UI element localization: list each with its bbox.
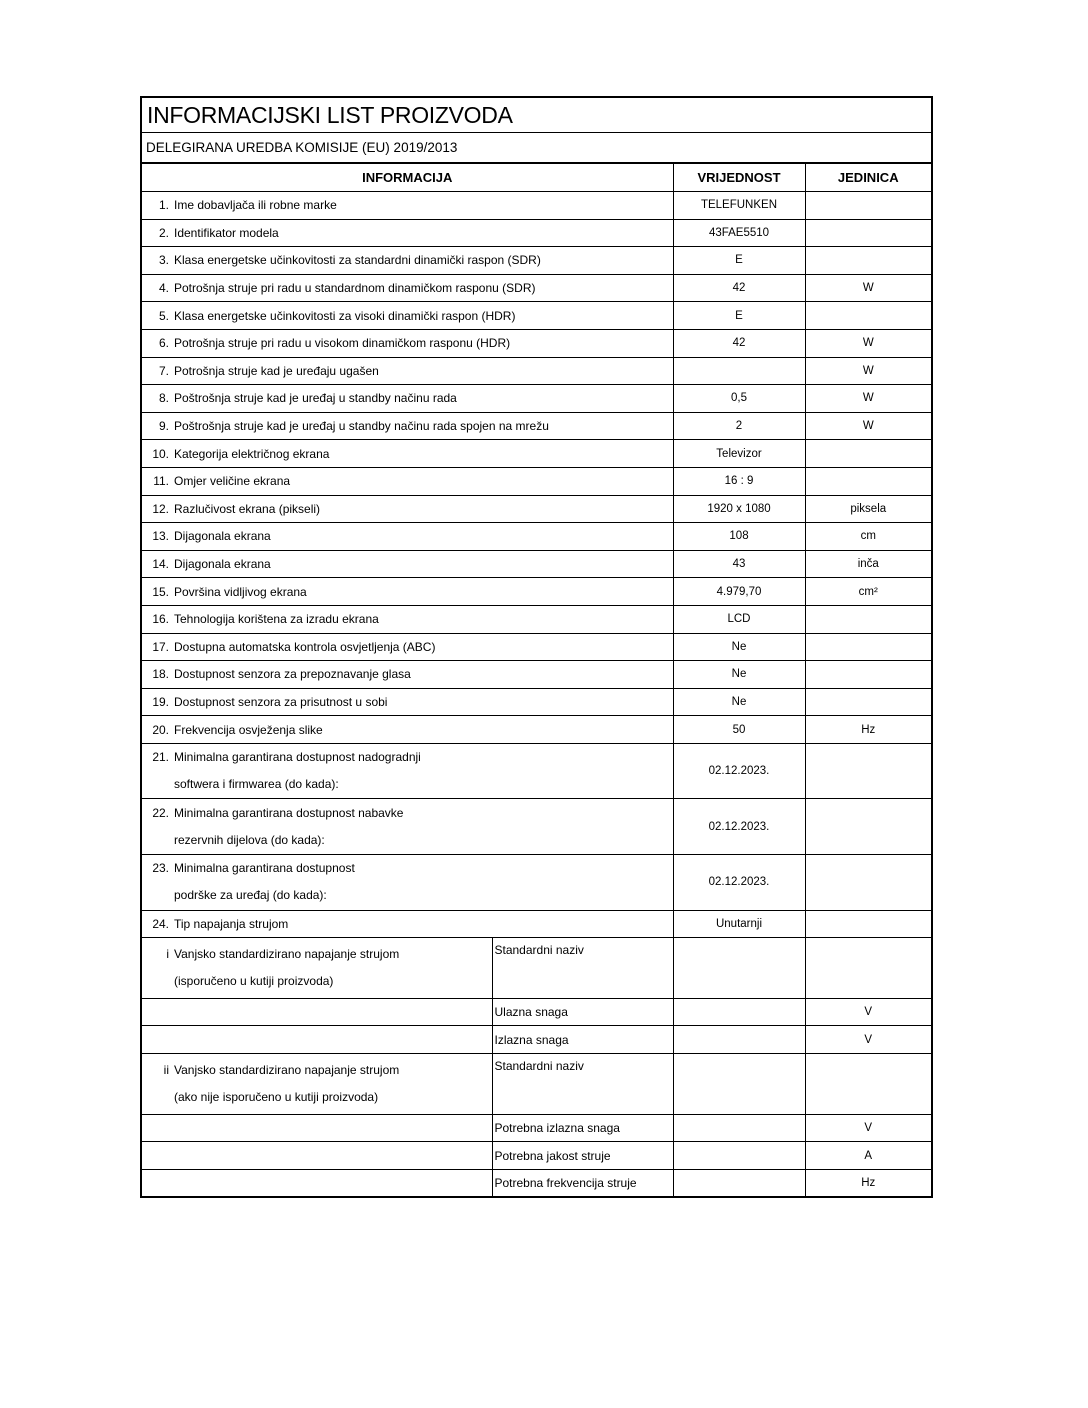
row-unit: V — [805, 1114, 931, 1142]
empty-cell — [142, 1169, 492, 1196]
row-value — [673, 1026, 805, 1054]
row-number: 7. — [158, 363, 169, 378]
row-label — [142, 358, 673, 384]
row-number: 9. — [158, 419, 169, 434]
row-number: 21. — [152, 750, 169, 765]
row-label-cell — [142, 578, 673, 606]
row-label — [142, 468, 673, 494]
table-row — [142, 633, 931, 661]
row-unit — [805, 910, 931, 938]
row-unit — [805, 633, 931, 661]
row-number: 10. — [152, 446, 169, 461]
row-number: 22. — [152, 805, 169, 820]
row-unit — [805, 219, 931, 247]
row-label-text: Minimalna garantirana dostupnost nabavke — [174, 805, 404, 820]
row-unit — [805, 1054, 931, 1115]
row-label-cell — [142, 661, 673, 689]
row-label-cell — [142, 329, 673, 357]
row-unit — [805, 688, 931, 716]
row-number: 17. — [152, 639, 169, 654]
information-table — [142, 163, 931, 1196]
row-unit: inča — [805, 550, 931, 578]
table-row — [142, 385, 931, 413]
row-value — [673, 938, 805, 999]
row-value: 4.979,70 — [673, 578, 805, 606]
table-row — [142, 523, 931, 551]
row-value — [673, 1114, 805, 1142]
row-value: 42 — [673, 274, 805, 302]
supply-label-line1 — [142, 941, 492, 968]
supply-parameter-label: Ulazna snaga — [492, 998, 673, 1026]
supply-parameter-label: Potrebna frekvencija struje — [492, 1169, 673, 1196]
supply-label-line2: (ako nije isporučeno u kutiji proizvoda) — [174, 1089, 379, 1104]
supply-label-cell — [142, 938, 492, 999]
row-number: 4. — [158, 281, 169, 296]
standard-name-label: Standardni naziv — [492, 938, 673, 999]
row-label — [142, 496, 673, 522]
row-label — [142, 192, 673, 218]
row-label — [142, 441, 673, 467]
supply-label-cell — [142, 1054, 492, 1115]
row-number: 5. — [158, 308, 169, 323]
table-row — [142, 467, 931, 495]
row-unit — [805, 192, 931, 220]
table-row — [142, 412, 931, 440]
regulation-subtitle: DELEGIRANA UREDBA KOMISIJE (EU) 2019/2013 — [142, 133, 931, 163]
row-label — [142, 275, 673, 301]
empty-cell — [142, 1114, 492, 1142]
row-value — [673, 998, 805, 1026]
row-unit: W — [805, 357, 931, 385]
supply-ii-row — [142, 1054, 931, 1115]
table-row — [142, 1169, 931, 1196]
row-label-cell — [142, 385, 673, 413]
row-label — [142, 385, 673, 411]
row-value — [673, 357, 805, 385]
row-label-line1 — [142, 744, 673, 771]
row-number: 19. — [152, 694, 169, 709]
row-label-text: Minimalna garantirana dostupnost nadogradnji — [174, 750, 421, 765]
table-row — [142, 302, 931, 330]
row-unit: V — [805, 1026, 931, 1054]
supply-number: ii — [163, 1062, 169, 1077]
row-label-text: Površina vidljivog ekrana — [174, 584, 307, 599]
table-row — [142, 219, 931, 247]
row-value: Televizor — [673, 440, 805, 468]
table-row — [142, 743, 931, 799]
row-label-text: Potrošnja struje pri radu u visokom dinamičkom rasponu (HDR) — [174, 336, 511, 351]
row-label — [142, 634, 673, 660]
row-label — [142, 606, 673, 632]
row-label-text: Omjer veličine ekrana — [174, 474, 291, 489]
row-unit — [805, 743, 931, 799]
row-number: 16. — [152, 612, 169, 627]
row-number: 6. — [158, 336, 169, 351]
row-label-text: Razlučivost ekrana (pikseli) — [174, 501, 321, 516]
supply-number: i — [166, 947, 169, 962]
table-row — [142, 1142, 931, 1170]
row-label-cell — [142, 910, 673, 938]
row-unit — [805, 938, 931, 999]
supply-parameter-label: Potrebna izlazna snaga — [492, 1114, 673, 1142]
table-row — [142, 1114, 931, 1142]
row-number: 24. — [152, 916, 169, 931]
table-row — [142, 440, 931, 468]
row-value: Ne — [673, 688, 805, 716]
row-value: Ne — [673, 661, 805, 689]
table-header-row — [142, 164, 931, 192]
row-label — [142, 551, 673, 577]
row-value: 02.12.2023. — [673, 743, 805, 799]
header-value: VRIJEDNOST — [673, 164, 805, 192]
empty-cell — [142, 998, 492, 1026]
row-label-text: Identifikator modela — [174, 225, 279, 240]
standard-name-label: Standardni naziv — [492, 1054, 673, 1115]
row-label-text: Poštrošnja struje kad je uređaj u standby načinu rada — [174, 391, 457, 406]
row-unit: W — [805, 329, 931, 357]
sheet-title: INFORMACIJSKI LIST PROIZVODA — [142, 98, 931, 133]
table-row — [142, 550, 931, 578]
row-label-cell — [142, 495, 673, 523]
row-number: 8. — [158, 391, 169, 406]
row-value: E — [673, 247, 805, 275]
empty-cell — [142, 1142, 492, 1170]
row-number: 14. — [152, 557, 169, 572]
supply-parameter-label: Izlazna snaga — [492, 1026, 673, 1054]
row-unit: V — [805, 998, 931, 1026]
row-number: 2. — [158, 225, 169, 240]
row-value: 02.12.2023. — [673, 799, 805, 855]
row-value: E — [673, 302, 805, 330]
row-label-cell — [142, 550, 673, 578]
row-label-cell — [142, 274, 673, 302]
row-value: 108 — [673, 523, 805, 551]
row-label-text: Dijagonala ekrana — [174, 529, 271, 544]
row-label-cell — [142, 633, 673, 661]
row-value — [673, 1054, 805, 1115]
table-row — [142, 247, 931, 275]
row-value: 02.12.2023. — [673, 855, 805, 911]
row-number: 15. — [152, 584, 169, 599]
row-label — [142, 303, 673, 329]
row-label-line2: softwera i firmwarea (do kada): — [174, 777, 339, 792]
row-label-cell — [142, 855, 673, 911]
row-value: 1920 x 1080 — [673, 495, 805, 523]
product-information-sheet — [140, 96, 933, 1198]
row-label — [142, 911, 673, 937]
empty-cell — [142, 1026, 492, 1054]
row-value: 43FAE5510 — [673, 219, 805, 247]
row-label-cell — [142, 716, 673, 744]
row-unit: Hz — [805, 716, 931, 744]
table-row — [142, 329, 931, 357]
row-unit — [805, 440, 931, 468]
row-value: 50 — [673, 716, 805, 744]
row-label — [142, 220, 673, 246]
table-row — [142, 495, 931, 523]
row-label — [142, 330, 673, 356]
row-number: 11. — [153, 474, 169, 489]
row-value: Ne — [673, 633, 805, 661]
row-label-cell — [142, 523, 673, 551]
row-unit: W — [805, 385, 931, 413]
row-unit — [805, 605, 931, 633]
supply-parameter-label: Potrebna jakost struje — [492, 1142, 673, 1170]
row-number: 3. — [158, 253, 169, 268]
table-row — [142, 661, 931, 689]
table-row — [142, 855, 931, 911]
row-label — [142, 413, 673, 439]
table-row — [142, 998, 931, 1026]
supply-label-text: Vanjsko standardizirano napajanje strujom — [174, 947, 400, 962]
row-label-text: Poštrošnja struje kad je uređaj u standby načinu rada spojen na mrežu — [174, 419, 549, 434]
row-unit — [805, 247, 931, 275]
supply-i-row — [142, 938, 931, 999]
table-row — [142, 1026, 931, 1054]
row-label-cell — [142, 467, 673, 495]
row-unit: cm — [805, 523, 931, 551]
row-label-text: Tehnologija korištena za izradu ekrana — [174, 612, 379, 627]
row-label-text: Klasa energetske učinkovitosti za standardni dinamički raspon (SDR) — [174, 253, 541, 268]
row-label-cell — [142, 247, 673, 275]
row-number: 1. — [158, 198, 169, 213]
row-label-line2: podrške za uređaj (do kada): — [174, 888, 327, 903]
supply-label-line2: (isporučeno u kutiji proizvoda) — [174, 974, 334, 989]
row-label-cell — [142, 357, 673, 385]
row-value: 2 — [673, 412, 805, 440]
row-label-cell — [142, 688, 673, 716]
row-label — [142, 689, 673, 715]
row-number: 18. — [152, 667, 169, 682]
row-value — [673, 1169, 805, 1196]
row-value: 0,5 — [673, 385, 805, 413]
row-value: 43 — [673, 550, 805, 578]
row-label — [142, 717, 673, 743]
row-label-cell — [142, 302, 673, 330]
row-label-text: Minimalna garantirana dostupnost — [174, 861, 355, 876]
row-label-text: Dostupna automatska kontrola osvjetljenja (ABC) — [174, 639, 436, 654]
table-row — [142, 274, 931, 302]
row-unit — [805, 799, 931, 855]
row-label-text: Tip napajanja strujom — [174, 916, 289, 931]
row-label — [142, 661, 673, 687]
row-label-text: Potrošnja struje pri radu u standardnom dinamičkom rasponu (SDR) — [174, 281, 536, 296]
row-label-text: Frekvencija osvježenja slike — [174, 722, 323, 737]
row-label — [142, 523, 673, 549]
row-unit: A — [805, 1142, 931, 1170]
row-label — [142, 247, 673, 273]
table-row — [142, 357, 931, 385]
row-label-cell — [142, 219, 673, 247]
table-row — [142, 578, 931, 606]
row-number: 23. — [152, 861, 169, 876]
row-unit: W — [805, 412, 931, 440]
row-label-text: Klasa energetske učinkovitosti za visoki dinamički raspon (HDR) — [174, 308, 516, 323]
row-label-cell — [142, 440, 673, 468]
header-information: INFORMACIJA — [142, 164, 673, 192]
row-label-cell — [142, 743, 673, 799]
row-unit: piksela — [805, 495, 931, 523]
row-unit — [805, 661, 931, 689]
table-row — [142, 192, 931, 220]
row-label-line1 — [142, 855, 673, 882]
row-unit — [805, 467, 931, 495]
row-number: 12. — [152, 501, 169, 516]
row-label-line2: rezervnih dijelova (do kada): — [174, 832, 325, 847]
row-label-text: Dostupnost senzora za prepoznavanje glasa — [174, 667, 411, 682]
row-value: 16 : 9 — [673, 467, 805, 495]
row-unit: W — [805, 274, 931, 302]
row-label-text: Kategorija električnog ekrana — [174, 446, 330, 461]
row-unit — [805, 855, 931, 911]
row-label-cell — [142, 192, 673, 220]
supply-label-line1 — [142, 1057, 492, 1084]
row-number: 13. — [152, 529, 169, 544]
row-value: Unutarnji — [673, 910, 805, 938]
row-value: 42 — [673, 329, 805, 357]
row-value: LCD — [673, 605, 805, 633]
row-label-cell — [142, 605, 673, 633]
row-number: 20. — [152, 722, 169, 737]
row-unit — [805, 302, 931, 330]
table-row — [142, 799, 931, 855]
table-row — [142, 688, 931, 716]
header-unit: JEDINICA — [805, 164, 931, 192]
row-value — [673, 1142, 805, 1170]
row-unit: Hz — [805, 1169, 931, 1196]
row-label-cell — [142, 412, 673, 440]
supply-label-text: Vanjsko standardizirano napajanje strujom — [174, 1062, 400, 1077]
row-label-cell — [142, 799, 673, 855]
row-label-text: Potrošnja struje kad je uređaju ugašen — [174, 363, 379, 378]
row-value: TELEFUNKEN — [673, 192, 805, 220]
row-unit: cm² — [805, 578, 931, 606]
row-label-line1 — [142, 800, 673, 827]
table-row — [142, 910, 931, 938]
row-label — [142, 579, 673, 605]
row-label-text: Dostupnost senzora za prisutnost u sobi — [174, 694, 388, 709]
table-row — [142, 716, 931, 744]
row-label-text: Ime dobavljača ili robne marke — [174, 198, 337, 213]
table-row — [142, 605, 931, 633]
row-label-text: Dijagonala ekrana — [174, 557, 271, 572]
